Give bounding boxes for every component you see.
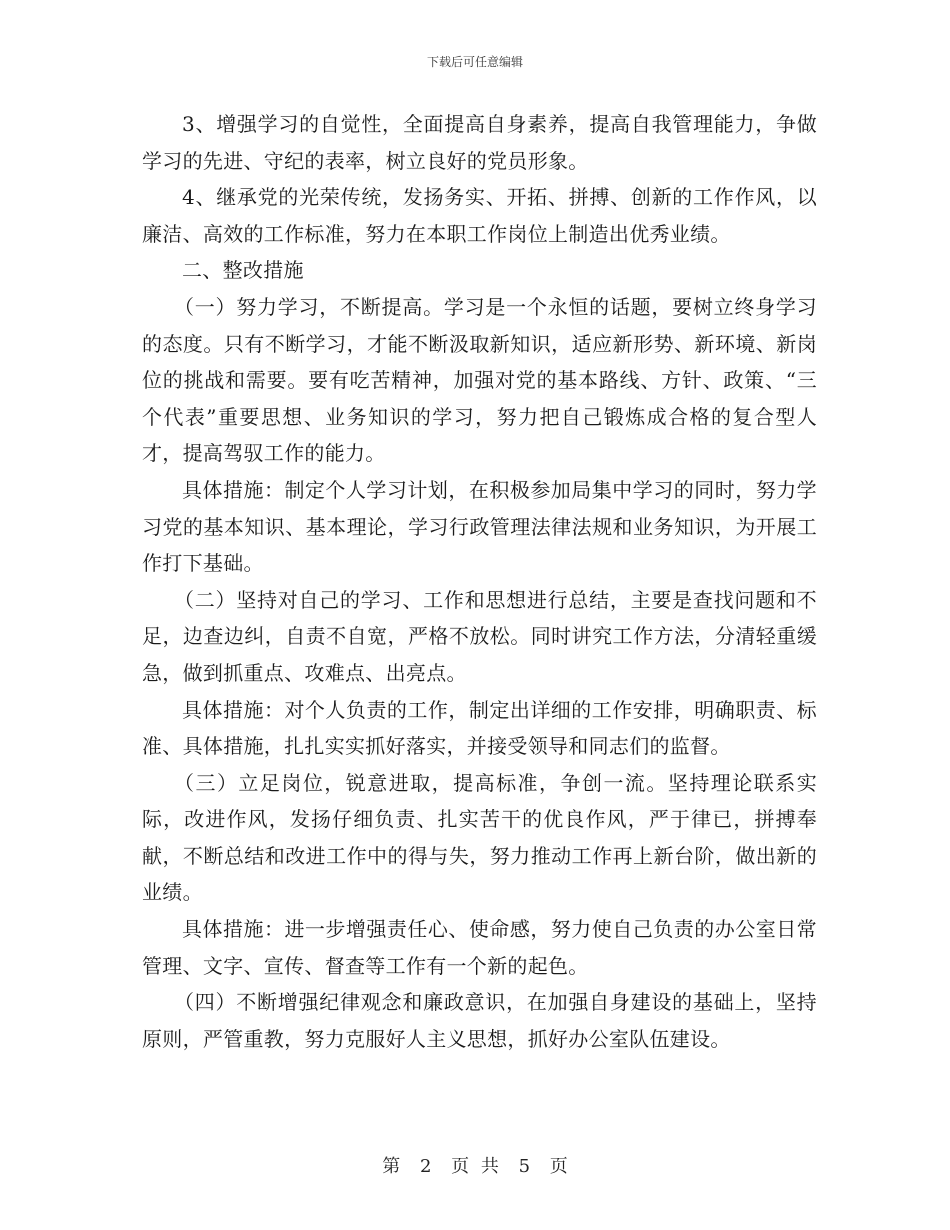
paragraph-item-3: 3、增强学习的自觉性，全面提高自身素养，提高自我管理能力，争做学习的先进、守纪的表率，树立良好的党员形象。 (142, 112, 817, 173)
paragraph-specific-3: 具体措施：进一步增强责任心、使命感，努力使自己负责的办公室日常管理、文字、宣传、督查等工作有一个新的起色。 (142, 917, 817, 978)
paragraph-measure-4: （四）不断增强纪律观念和廉政意识，在加强自身建设的基础上，坚持原则，严管重教，努力克服好人主义思想，抓好办公室队伍建设。 (142, 990, 817, 1051)
document-body (142, 106, 817, 1057)
page-footer (0, 1152, 950, 1178)
paragraph-measure-1: （一）努力学习，不断提高。学习是一个永恒的话题，要树立终身学习的态度。只有不断学习，才能不断汲取新知识，适应新形势、新环境、新岗位的挑战和需要。要有吃苦精神，加强对党的基本路线、方针、政策、“三个代表”重要思想、业务知识的学习，努力把自己锻炼成合格的复合型人才，提高驾驭工作的能力。 (142, 294, 817, 466)
page-header-note: 下载后可任意编辑 (426, 55, 523, 69)
footer-total-pages: 5 (518, 1156, 531, 1177)
footer-suffix: 页 (549, 1156, 568, 1177)
footer-middle: 页 共 (451, 1156, 499, 1177)
paragraph-specific-2: 具体措施：对个人负责的工作，制定出详细的工作安排，明确职责、标准、具体措施，扎扎实实抓好落实，并接受领导和同志们的监督。 (142, 697, 817, 759)
footer-prefix: 第 (382, 1156, 401, 1177)
footer-current-page: 2 (419, 1156, 432, 1177)
paragraph-measure-2: （二）坚持对自己的学习、工作和思想进行总结，主要是查找问题和不足，边查边纠，自责不自宽，严格不放松。同时讲究工作方法，分清轻重缓急，做到抓重点、攻难点、出亮点。 (142, 587, 817, 685)
paragraph-measure-3: （三）立足岗位，锐意进取，提高标准，争创一流。坚持理论联系实际，改进作风，发扬仔细负责、扎实苦干的优良作风，严于律已，拼搏奉献，不断总结和改进工作中的得与失，努力推动工作再上新台阶，做出新的业绩。 (142, 770, 817, 905)
paragraph-specific-1: 具体措施：制定个人学习计划，在积极参加局集中学习的同时，努力学习党的基本知识、基本理论，学习行政管理法律法规和业务知识，为开展工作打下基础。 (142, 477, 817, 576)
section-heading-rectification: 二、整改措施 (182, 258, 304, 283)
paragraph-item-4: 4、继承党的光荣传统，发扬务实、开拓、拼搏、创新的工作作风，以廉洁、高效的工作标准，努力在本职工作岗位上制造出优秀业绩。 (142, 185, 817, 246)
